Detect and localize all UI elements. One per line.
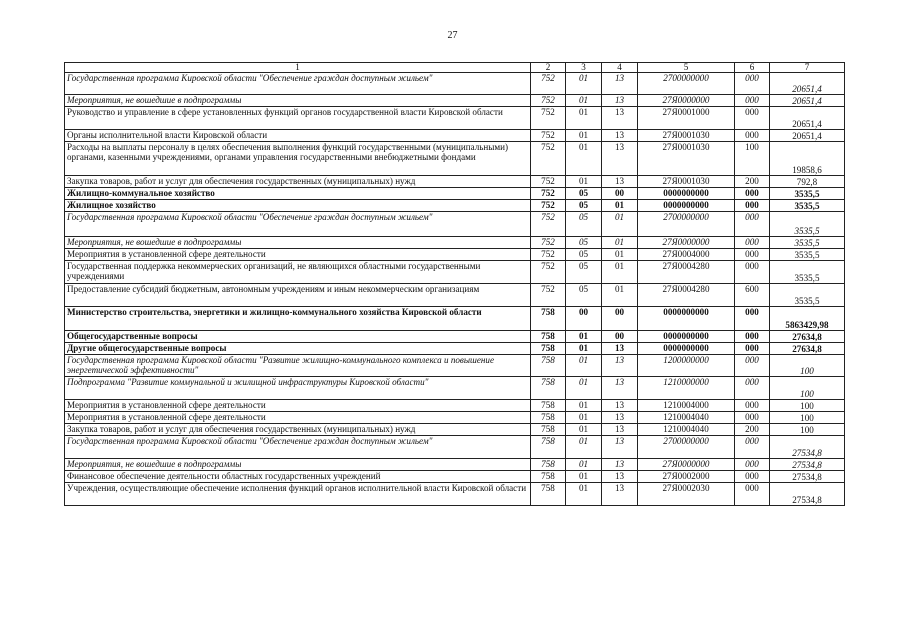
- ministry-code-cell: 752: [531, 237, 566, 249]
- target-article-cell: 2700000000: [638, 73, 735, 95]
- amount-cell: 3535,5: [770, 249, 845, 261]
- ministry-code-cell: 758: [531, 355, 566, 377]
- row-name-cell: Мероприятия в установленной сфере деятельности: [65, 400, 531, 412]
- row-name-cell: Общегосударственные вопросы: [65, 331, 531, 343]
- ministry-code-cell: 758: [531, 412, 566, 424]
- subsection-code-cell: 13: [602, 95, 638, 107]
- expense-type-cell: 200: [735, 424, 770, 436]
- amount-cell: 20651,4: [770, 107, 845, 130]
- ministry-code-cell: 752: [531, 107, 566, 130]
- column-header: 4: [602, 63, 638, 73]
- target-article-cell: 0000000000: [638, 188, 735, 200]
- expense-type-cell: 000: [735, 436, 770, 459]
- row-name-cell: Жилищное хозяйство: [65, 200, 531, 212]
- target-article-cell: 0000000000: [638, 331, 735, 343]
- section-code-cell: 01: [566, 355, 602, 377]
- section-code-cell: 01: [566, 343, 602, 355]
- row-name-cell: Закупка товаров, работ и услуг для обеспечения государственных (муниципальных) нужд: [65, 176, 531, 188]
- section-code-cell: 05: [566, 237, 602, 249]
- table-row: [65, 212, 845, 237]
- column-header: 6: [735, 63, 770, 73]
- column-header: 3: [566, 63, 602, 73]
- expense-type-cell: 000: [735, 200, 770, 212]
- target-article-cell: 27Я0004000: [638, 249, 735, 261]
- target-article-cell: 0000000000: [638, 343, 735, 355]
- section-code-cell: 01: [566, 459, 602, 471]
- expense-type-cell: 000: [735, 471, 770, 483]
- expense-type-cell: 000: [735, 95, 770, 107]
- subsection-code-cell: 00: [602, 188, 638, 200]
- table-row: [65, 237, 845, 249]
- section-code-cell: 01: [566, 176, 602, 188]
- subsection-code-cell: 13: [602, 471, 638, 483]
- amount-cell: 3535,5: [770, 284, 845, 307]
- section-code-cell: 01: [566, 471, 602, 483]
- ministry-code-cell: 758: [531, 424, 566, 436]
- target-article-cell: 2700000000: [638, 212, 735, 237]
- target-article-cell: 1210004040: [638, 424, 735, 436]
- subsection-code-cell: 01: [602, 284, 638, 307]
- expense-type-cell: 600: [735, 284, 770, 307]
- amount-cell: 19858,6: [770, 142, 845, 176]
- expense-type-cell: 000: [735, 331, 770, 343]
- ministry-code-cell: 752: [531, 176, 566, 188]
- column-header: 7: [770, 63, 845, 73]
- section-code-cell: 01: [566, 73, 602, 95]
- amount-cell: 20651,4: [770, 95, 845, 107]
- row-name-cell: Государственная программа Кировской области "Развитие жилищно-коммунального комплекса и повышение энергетической эффективности": [65, 355, 531, 377]
- subsection-code-cell: 01: [602, 212, 638, 237]
- target-article-cell: 1210004000: [638, 400, 735, 412]
- row-name-cell: Учреждения, осуществляющие обеспечение исполнения функций органов исполнительной власти Кировской области: [65, 483, 531, 506]
- section-code-cell: 05: [566, 261, 602, 284]
- subsection-code-cell: 01: [602, 261, 638, 284]
- ministry-code-cell: 752: [531, 73, 566, 95]
- table-row: [65, 471, 845, 483]
- section-code-cell: 05: [566, 200, 602, 212]
- subsection-code-cell: 01: [602, 249, 638, 261]
- subsection-code-cell: 13: [602, 142, 638, 176]
- row-name-cell: Государственная программа Кировской области "Обеспечение граждан доступным жильем": [65, 73, 531, 95]
- ministry-code-cell: 752: [531, 130, 566, 142]
- ministry-code-cell: 752: [531, 142, 566, 176]
- target-article-cell: 27Я0001030: [638, 176, 735, 188]
- row-name-cell: Министерство строительства, энергетики и жилищно-коммунального хозяйства Кировской области: [65, 307, 531, 331]
- table-row: [65, 284, 845, 307]
- subsection-code-cell: 13: [602, 343, 638, 355]
- amount-cell: 100: [770, 355, 845, 377]
- amount-cell: 100: [770, 377, 845, 400]
- target-article-cell: 1210004040: [638, 412, 735, 424]
- table-row: [65, 377, 845, 400]
- column-header: 1: [65, 63, 531, 73]
- target-article-cell: 2700000000: [638, 436, 735, 459]
- amount-cell: 3535,5: [770, 212, 845, 237]
- table-row: [65, 188, 845, 200]
- table-row: [65, 176, 845, 188]
- expense-type-cell: 000: [735, 261, 770, 284]
- subsection-code-cell: 13: [602, 400, 638, 412]
- expense-type-cell: 000: [735, 237, 770, 249]
- ministry-code-cell: 752: [531, 95, 566, 107]
- ministry-code-cell: 752: [531, 249, 566, 261]
- section-code-cell: 01: [566, 142, 602, 176]
- ministry-code-cell: 758: [531, 331, 566, 343]
- row-name-cell: Государственная программа Кировской области "Обеспечение граждан доступным жильем": [65, 212, 531, 237]
- subsection-code-cell: 01: [602, 200, 638, 212]
- row-name-cell: Расходы на выплаты персоналу в целях обеспечения выполнения функций государственными (муниципальными) органами, казенными учреждениями, органами управления государственными внебюджетными фондами: [65, 142, 531, 176]
- subsection-code-cell: 13: [602, 130, 638, 142]
- ministry-code-cell: 752: [531, 284, 566, 307]
- row-name-cell: Мероприятия в установленной сфере деятельности: [65, 412, 531, 424]
- page-number: 27: [447, 30, 458, 41]
- subsection-code-cell: 13: [602, 459, 638, 471]
- section-code-cell: 05: [566, 188, 602, 200]
- row-name-cell: Закупка товаров, работ и услуг для обеспечения государственных (муниципальных) нужд: [65, 424, 531, 436]
- expense-type-cell: 000: [735, 73, 770, 95]
- expense-type-cell: 000: [735, 307, 770, 331]
- subsection-code-cell: 13: [602, 355, 638, 377]
- subsection-code-cell: 13: [602, 176, 638, 188]
- table-body: [65, 73, 845, 506]
- expense-type-cell: 000: [735, 377, 770, 400]
- table-row: [65, 95, 845, 107]
- amount-cell: 3535,5: [770, 188, 845, 200]
- row-name-cell: Мероприятия, не вошедшие в подпрограммы: [65, 237, 531, 249]
- target-article-cell: 1200000000: [638, 355, 735, 377]
- amount-cell: 27534,8: [770, 436, 845, 459]
- table-row: [65, 343, 845, 355]
- amount-cell: 100: [770, 400, 845, 412]
- ministry-code-cell: 758: [531, 400, 566, 412]
- row-name-cell: Руководство и управление в сфере установленных функций органов государственной власти Кировской области: [65, 107, 531, 130]
- table-row: [65, 400, 845, 412]
- table-row: [65, 200, 845, 212]
- section-code-cell: 01: [566, 377, 602, 400]
- amount-cell: 3535,5: [770, 200, 845, 212]
- ministry-code-cell: 752: [531, 200, 566, 212]
- table-row: [65, 73, 845, 95]
- target-article-cell: 27Я0001000: [638, 107, 735, 130]
- amount-cell: 792,8: [770, 176, 845, 188]
- section-code-cell: 00: [566, 307, 602, 331]
- subsection-code-cell: 13: [602, 436, 638, 459]
- amount-cell: 20651,4: [770, 73, 845, 95]
- section-code-cell: 05: [566, 284, 602, 307]
- target-article-cell: 27Я0000000: [638, 237, 735, 249]
- column-header: 5: [638, 63, 735, 73]
- row-name-cell: Органы исполнительной власти Кировской области: [65, 130, 531, 142]
- amount-cell: 3535,5: [770, 237, 845, 249]
- amount-cell: 20651,4: [770, 130, 845, 142]
- target-article-cell: 27Я0000000: [638, 95, 735, 107]
- ministry-code-cell: 758: [531, 459, 566, 471]
- table-row: [65, 107, 845, 130]
- target-article-cell: 27Я0002000: [638, 471, 735, 483]
- ministry-code-cell: 752: [531, 188, 566, 200]
- target-article-cell: 27Я0004280: [638, 261, 735, 284]
- target-article-cell: 27Я0000000: [638, 459, 735, 471]
- row-name-cell: Жилищно-коммунальное хозяйство: [65, 188, 531, 200]
- section-code-cell: 01: [566, 436, 602, 459]
- amount-cell: 27534,8: [770, 471, 845, 483]
- ministry-code-cell: 752: [531, 261, 566, 284]
- table-row: [65, 130, 845, 142]
- table-row: [65, 436, 845, 459]
- subsection-code-cell: 00: [602, 331, 638, 343]
- row-name-cell: Государственная поддержка некоммерческих организаций, не являющихся областными государственными учреждениями: [65, 261, 531, 284]
- amount-cell: 27634,8: [770, 331, 845, 343]
- table-row: [65, 331, 845, 343]
- expense-type-cell: 000: [735, 130, 770, 142]
- ministry-code-cell: 758: [531, 343, 566, 355]
- table-row: [65, 412, 845, 424]
- ministry-code-cell: 752: [531, 212, 566, 237]
- table-row: [65, 307, 845, 331]
- row-name-cell: Мероприятия, не вошедшие в подпрограммы: [65, 95, 531, 107]
- budget-table: [64, 62, 845, 506]
- section-code-cell: 05: [566, 212, 602, 237]
- amount-cell: 27634,8: [770, 343, 845, 355]
- expense-type-cell: 000: [735, 249, 770, 261]
- section-code-cell: 01: [566, 130, 602, 142]
- amount-cell: 100: [770, 412, 845, 424]
- target-article-cell: 27Я0004280: [638, 284, 735, 307]
- amount-cell: 100: [770, 424, 845, 436]
- expense-type-cell: 200: [735, 176, 770, 188]
- table-row: [65, 355, 845, 377]
- subsection-code-cell: 13: [602, 377, 638, 400]
- expense-type-cell: 000: [735, 400, 770, 412]
- expense-type-cell: 100: [735, 142, 770, 176]
- section-code-cell: 01: [566, 400, 602, 412]
- subsection-code-cell: 13: [602, 424, 638, 436]
- target-article-cell: 27Я0001030: [638, 142, 735, 176]
- section-code-cell: 01: [566, 107, 602, 130]
- section-code-cell: 01: [566, 412, 602, 424]
- amount-cell: 27534,8: [770, 483, 845, 506]
- table-row: [65, 142, 845, 176]
- section-code-cell: 05: [566, 249, 602, 261]
- subsection-code-cell: 13: [602, 107, 638, 130]
- table-row: [65, 261, 845, 284]
- row-name-cell: Подпрограмма "Развитие коммунальной и жилищной инфраструктуры Кировской области": [65, 377, 531, 400]
- row-name-cell: Мероприятия, не вошедшие в подпрограммы: [65, 459, 531, 471]
- table-row: [65, 249, 845, 261]
- ministry-code-cell: 758: [531, 436, 566, 459]
- ministry-code-cell: 758: [531, 471, 566, 483]
- table-row: [65, 459, 845, 471]
- row-name-cell: Финансовое обеспечение деятельности областных государственных учреждений: [65, 471, 531, 483]
- expense-type-cell: 000: [735, 212, 770, 237]
- row-name-cell: Другие общегосударственные вопросы: [65, 343, 531, 355]
- column-header: 2: [531, 63, 566, 73]
- amount-cell: 27534,8: [770, 459, 845, 471]
- row-name-cell: Государственная программа Кировской области "Обеспечение граждан доступным жильем": [65, 436, 531, 459]
- subsection-code-cell: 13: [602, 73, 638, 95]
- expense-type-cell: 000: [735, 355, 770, 377]
- ministry-code-cell: 758: [531, 377, 566, 400]
- subsection-code-cell: 13: [602, 412, 638, 424]
- section-code-cell: 01: [566, 483, 602, 506]
- target-article-cell: 1210000000: [638, 377, 735, 400]
- table-row: [65, 424, 845, 436]
- expense-type-cell: 000: [735, 343, 770, 355]
- section-code-cell: 01: [566, 424, 602, 436]
- section-code-cell: 01: [566, 331, 602, 343]
- table-header-row: [65, 63, 845, 73]
- table-row: [65, 483, 845, 506]
- expense-type-cell: 000: [735, 483, 770, 506]
- expense-type-cell: 000: [735, 107, 770, 130]
- target-article-cell: 27Я0001030: [638, 130, 735, 142]
- row-name-cell: Предоставление субсидий бюджетным, автономным учреждениям и иным некоммерческим организациям: [65, 284, 531, 307]
- target-article-cell: 0000000000: [638, 200, 735, 212]
- expense-type-cell: 000: [735, 188, 770, 200]
- section-code-cell: 01: [566, 95, 602, 107]
- expense-type-cell: 000: [735, 459, 770, 471]
- expense-type-cell: 000: [735, 412, 770, 424]
- subsection-code-cell: 00: [602, 307, 638, 331]
- row-name-cell: Мероприятия в установленной сфере деятельности: [65, 249, 531, 261]
- subsection-code-cell: 01: [602, 237, 638, 249]
- amount-cell: 3535,5: [770, 261, 845, 284]
- ministry-code-cell: 758: [531, 307, 566, 331]
- ministry-code-cell: 758: [531, 483, 566, 506]
- target-article-cell: 27Я0002030: [638, 483, 735, 506]
- subsection-code-cell: 13: [602, 483, 638, 506]
- target-article-cell: 0000000000: [638, 307, 735, 331]
- amount-cell: 5863429,98: [770, 307, 845, 331]
